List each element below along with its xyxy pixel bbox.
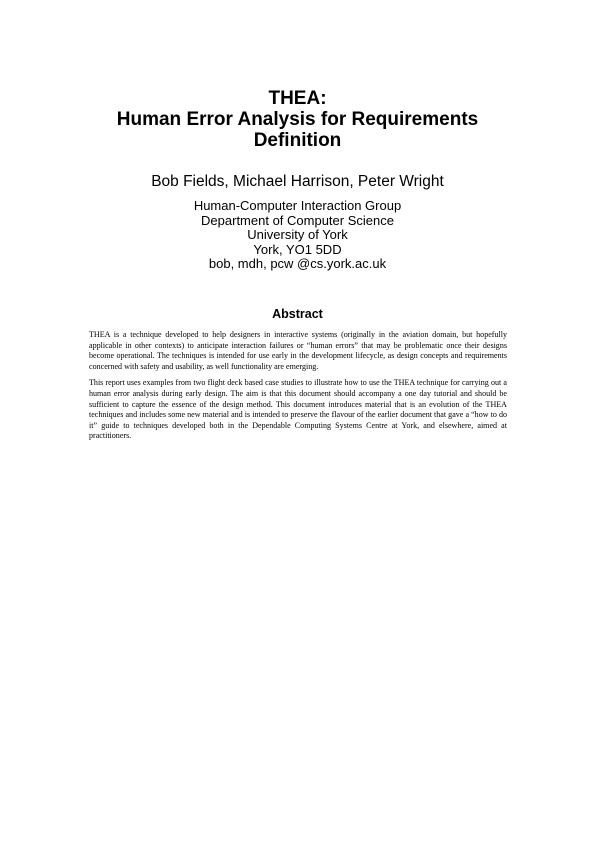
paper-title (0, 88, 595, 151)
abstract-body (89, 330, 507, 448)
affiliation-group: Human-Computer Interaction Group (193, 198, 402, 213)
title-line-2: Human Error Analysis for Requirements (116, 109, 479, 130)
affiliation-block (0, 199, 595, 272)
author-list: Bob Fields, Michael Harrison, Peter Wright (151, 173, 444, 190)
affiliation-university: University of York (247, 227, 348, 243)
affiliation-address: York, YO1 5DD (253, 241, 342, 257)
abstract-heading: Abstract (272, 307, 323, 321)
title-line-1: THEA: (268, 88, 327, 109)
affiliation-department: Department of Computer Science (201, 212, 394, 228)
title-line-3: Definition (253, 130, 342, 151)
abstract-paragraph-2: This report uses examples from two flight deck based case studies to illustrate how to use the THEA technique for carrying out a human error analysis during early design. The aim is that this document should accompany a one day tutorial and should be sufficient to capture the essence of the design method. This document introduces material that is an evolution of the THEA techniques and includes some new material and is intended to preserve the flavour of the earlier document that gave a “how to do it” guide to techniques developed both in the Dependable Computing Systems Centre at York, and elsewhere, aimed at practitioners. (89, 378, 507, 441)
affiliation-email: bob, mdh, pcw @cs.york.ac.uk (208, 256, 387, 272)
abstract-paragraph-1: THEA is a technique developed to help designers in interactive systems (originally in the aviation domain, but hopefully applicable in other contexts) to anticipate interaction failures or “human errors” that may be problematic once their designs become operational. The techniques is intended for use early in the development lifecycle, as design concepts and requirements concerned with safety and usability, as well functionality are emerging. (89, 330, 507, 371)
